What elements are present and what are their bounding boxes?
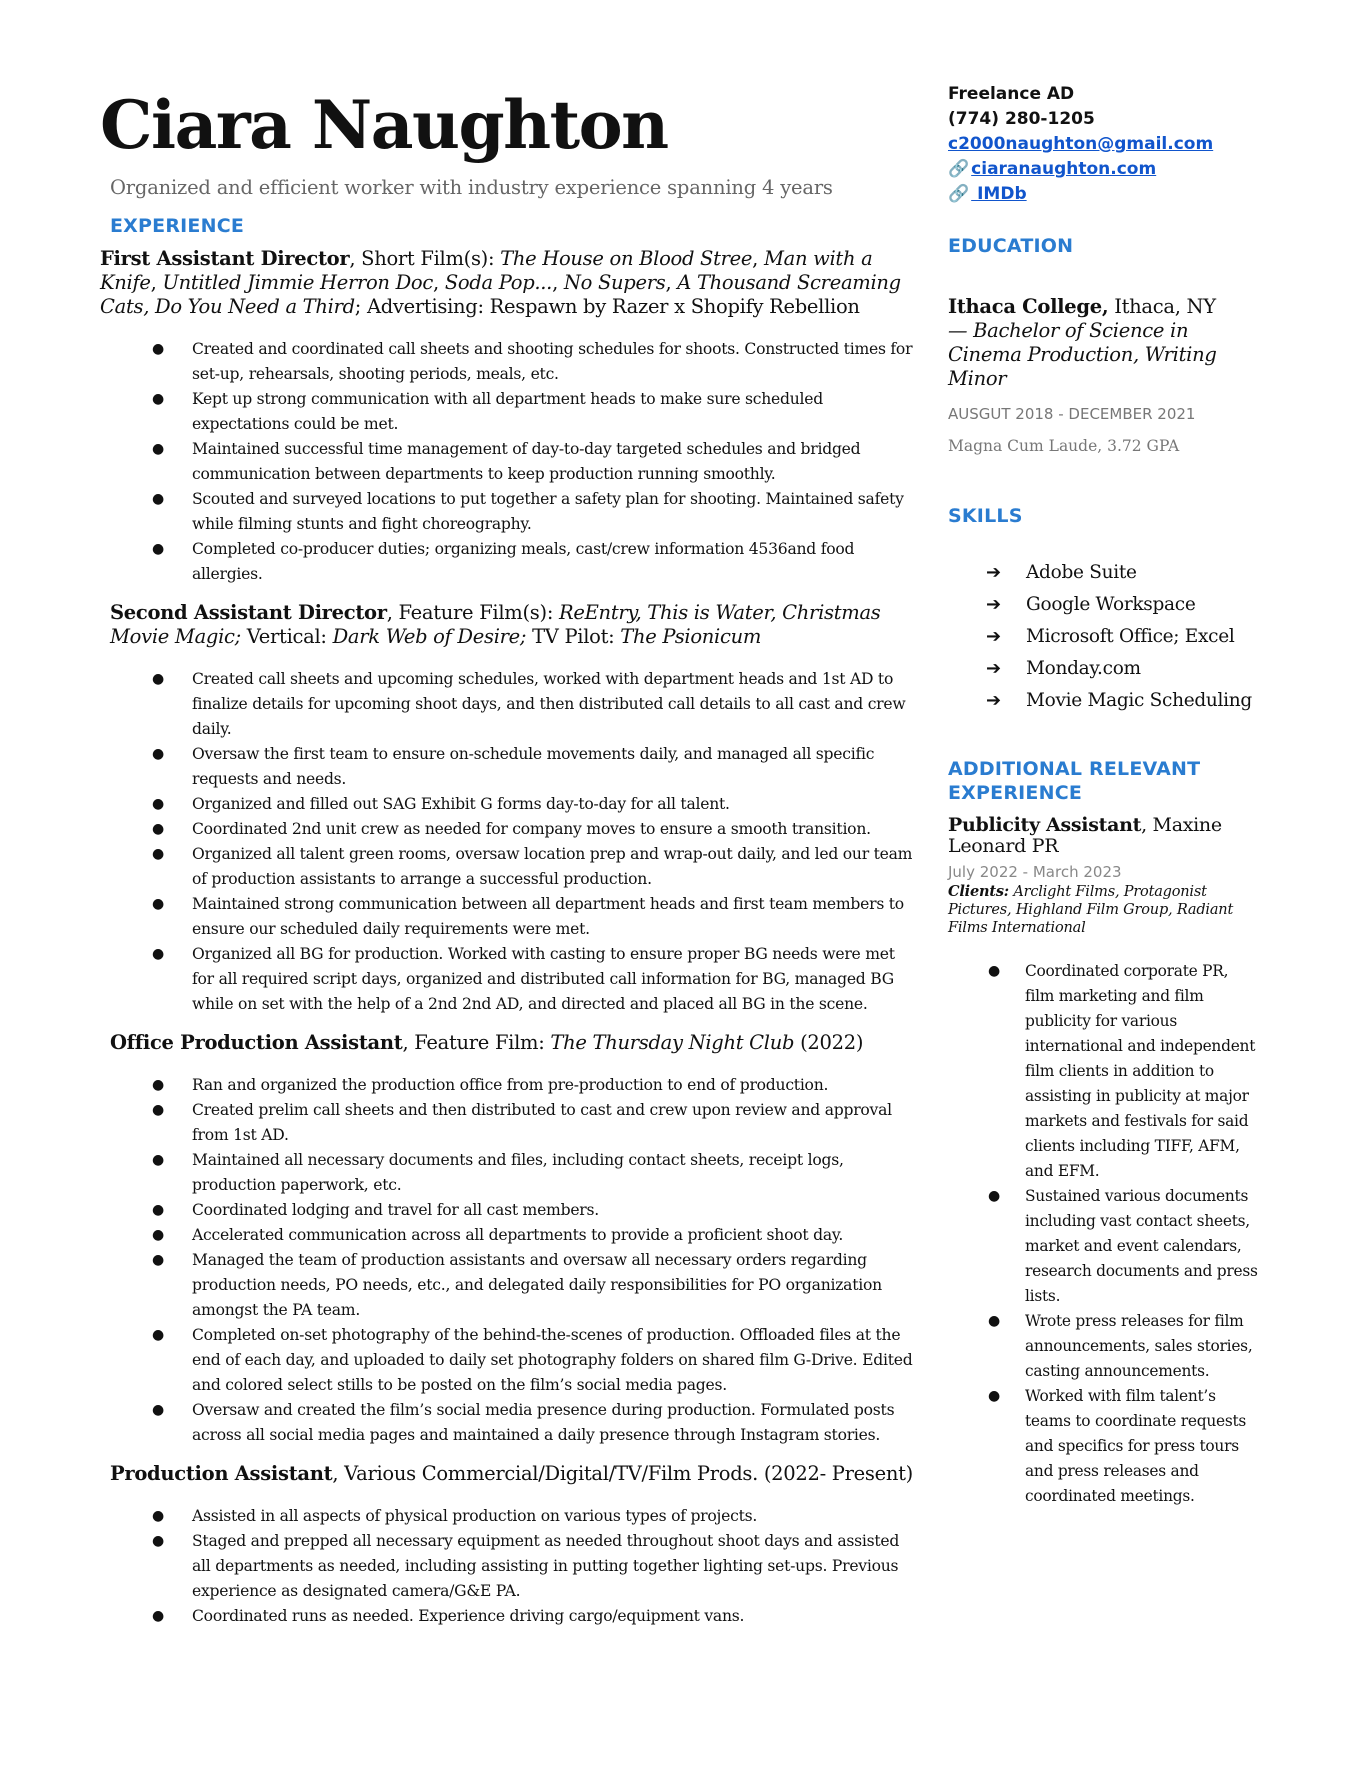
job-text: ,: [552, 271, 564, 294]
bullet-text: Ran and organized the production office from pre-production to end of production.: [192, 1076, 829, 1094]
bullet-text: Created prelim call sheets and then distributed to cast and crew upon review and approval from 1st AD.: [192, 1101, 892, 1144]
bullet-icon: ●: [152, 746, 164, 762]
bullet-text: Maintained successful time management of day-to-day targeted schedules and bridged communication between departments to keep production running smoothly.: [192, 440, 861, 483]
phone-number: (774) 280-1205: [948, 109, 1095, 129]
bullet-text: Coordinated corporate PR, film marketing and film publicity for various international and independent film clients in addition to assisting in publicity at major markets and festivals for said clients including TIFF, AFM, and EFM.: [1025, 962, 1256, 1180]
job-text: ,: [150, 271, 163, 294]
bullet-icon: ●: [152, 796, 164, 812]
arrow-icon: ➔: [986, 690, 1001, 711]
skill-label: Google Workspace: [1026, 594, 1196, 615]
arrow-icon: ➔: [986, 658, 1001, 679]
skill-item: [948, 685, 1258, 717]
education-entry: [948, 295, 1258, 391]
bullet-text: Worked with film talent’s teams to coordinate requests and specifics for press tours and press releases and coordinated meetings.: [1025, 1387, 1247, 1505]
list-item: [100, 892, 920, 942]
arrow-icon: ➔: [986, 626, 1001, 647]
bullet-text: Sustained various documents including vast contact sheets, market and event calendars, research documents and press lists.: [1025, 1187, 1258, 1305]
degree: — Bachelor of Science in Cinema Production, Writing Minor: [948, 319, 1217, 390]
bullet-text: Kept up strong communication with all department heads to make sure scheduled expectations could be met.: [192, 390, 824, 433]
job-text: Vertical:: [240, 625, 333, 648]
job-role: Production Assistant: [110, 1462, 333, 1485]
bullet-text: Managed the team of production assistants and oversaw all necessary orders regarding production needs, PO needs, etc., and delegated daily responsibilities for PO organization amongst the PA team.: [192, 1251, 882, 1319]
bullet-text: Completed co-producer duties; organizing meals, cast/crew information 4536and food allergies.: [192, 540, 855, 583]
role-label: Freelance AD: [948, 84, 1075, 104]
additional-clients: [948, 883, 1258, 937]
job-role: Office Production Assistant: [110, 1031, 403, 1054]
job-text: ,: [752, 247, 764, 270]
job-text: (2022): [794, 1031, 864, 1054]
list-item: [100, 817, 920, 842]
project-title: ReEntry, This is Water, Christmas Movie Magic;: [110, 601, 881, 648]
imdb-link[interactable]: IMDb: [971, 184, 1027, 204]
job-title-pa: [110, 1462, 920, 1486]
skill-label: Monday.com: [1026, 658, 1141, 679]
bullet-text: Coordinated runs as needed. Experience driving cargo/equipment vans.: [192, 1607, 745, 1625]
list-item: [100, 1073, 920, 1098]
list-item: [100, 1148, 920, 1198]
bullet-icon: ●: [152, 671, 164, 687]
bullet-icon: ●: [988, 1188, 1000, 1204]
skill-label: Movie Magic Scheduling: [1026, 690, 1252, 711]
list-item: [100, 1223, 920, 1248]
list-item: [100, 1323, 920, 1398]
bullet-icon: ●: [152, 391, 164, 407]
list-item: [100, 537, 920, 587]
bullet-icon: ●: [152, 896, 164, 912]
list-item: [100, 1098, 920, 1148]
sidebar-column: [948, 82, 1258, 1523]
project-title: Dark Web of Desire;: [332, 625, 527, 648]
bullet-text: Organized all BG for production. Worked with casting to ensure proper BG needs were met for all required script days, organized and distributed call information for BG, managed BG while on set with the help of a 2nd 2nd AD, and directed and placed all BG in the scene.: [192, 945, 895, 1013]
bullet-list-pa: [100, 1504, 920, 1629]
company-name: , Maxine Leonard PR: [948, 814, 1222, 857]
bullet-text: Organized all talent green rooms, oversaw location prep and wrap-out daily, and led our team of production assistants to arrange a successful production.: [192, 845, 913, 888]
bullet-icon: ●: [152, 1202, 164, 1218]
bullet-icon: ●: [152, 1102, 164, 1118]
bullet-icon: ●: [152, 1227, 164, 1243]
bullet-text: Accelerated communication across all departments to provide a proficient shoot day.: [192, 1226, 844, 1244]
list-item: [948, 1309, 1258, 1384]
bullet-icon: ●: [152, 821, 164, 837]
additional-experience-heading: ADDITIONAL RELEVANT EXPERIENCE: [948, 758, 1201, 804]
education-honors: Magna Cum Laude, 3.72 GPA: [948, 437, 1180, 455]
bullet-list-second-ad: [100, 667, 920, 1017]
bullet-icon: ●: [988, 1388, 1000, 1404]
bullet-icon: ●: [152, 1608, 164, 1624]
bullet-icon: ●: [152, 946, 164, 962]
bullet-icon: ●: [152, 1152, 164, 1168]
list-item: [100, 667, 920, 742]
list-item: [100, 387, 920, 437]
skill-item: [948, 557, 1258, 589]
bullet-text: Created call sheets and upcoming schedules, worked with department heads and 1st AD to finalize details for upcoming shoot days, and then distributed call details to all cast and crew daily.: [192, 670, 906, 738]
education-dates: AUSGUT 2018 - DECEMBER 2021: [948, 405, 1196, 423]
job-text: TV Pilot:: [526, 625, 621, 648]
job-text: ; Advertising: Respawn by Razer x Shopify Rebellion: [354, 295, 860, 318]
bullet-text: Maintained strong communication between all department heads and first team members to ensure our scheduled daily requirements were met.: [192, 895, 904, 938]
bullet-text: Coordinated lodging and travel for all cast members.: [192, 1201, 599, 1219]
project-title: The Thursday Night Club: [550, 1031, 795, 1054]
project-title: Soda Pop...: [444, 271, 553, 294]
bullet-icon: ●: [152, 341, 164, 357]
skill-item: [948, 589, 1258, 621]
additional-job-title: [948, 815, 1258, 857]
bullet-text: Staged and prepped all necessary equipment as needed throughout shoot days and assisted all departments as needed, including assisting in putting together lighting set-ups. Previous experience as designated camera/G&E PA.: [192, 1532, 900, 1600]
bullet-icon: ●: [152, 1252, 164, 1268]
skills-list: [948, 557, 1258, 717]
job-title-second-ad: [110, 601, 920, 649]
list-item: [100, 1248, 920, 1323]
main-column: [100, 82, 920, 1643]
bullet-text: Completed on-set photography of the behind-the-scenes of production. Offloaded files at the end of each day, and uploaded to daily set photography folders on shared film G-Drive. Edited and colored select stills to be posted on the film’s social media pages.: [192, 1326, 913, 1394]
clients-list: Arclight Films, Protagonist Pictures, Highland Film Group, Radiant Films International: [948, 884, 1234, 936]
skills-heading: SKILLS: [948, 505, 1023, 527]
bullet-icon: ●: [988, 963, 1000, 979]
bullet-icon: ●: [152, 1533, 164, 1549]
bullet-text: Organized and filled out SAG Exhibit G forms day-to-day for all talent.: [192, 795, 730, 813]
bullet-text: Scouted and surveyed locations to put together a safety plan for shooting. Maintained safety while filming stunts and fight choreography.: [192, 490, 904, 533]
list-item: [948, 1184, 1258, 1309]
bullet-text: Wrote press releases for film announcements, sales stories, casting announcements.: [1025, 1312, 1253, 1380]
link-icon: 🔗: [948, 159, 970, 179]
job-text: , Feature Film(s):: [386, 601, 559, 624]
list-item: [100, 1529, 920, 1604]
list-item: [100, 1398, 920, 1448]
project-title: A Thousand Screaming Cats, Do You Need a Third: [100, 271, 901, 318]
link-icon: 🔗: [948, 184, 970, 204]
contact-block: [948, 82, 1258, 207]
list-item: [100, 942, 920, 1017]
candidate-name: Ciara Naughton: [100, 86, 668, 164]
job-text: , Short Film(s):: [349, 247, 501, 270]
list-item: [100, 1504, 920, 1529]
project-title: Untitled Jimmie Herron Doc: [162, 271, 433, 294]
bullet-text: Assisted in all aspects of physical production on various types of projects.: [192, 1507, 758, 1525]
bullet-icon: ●: [152, 491, 164, 507]
bullet-icon: ●: [152, 1402, 164, 1418]
job-text: ,: [433, 271, 445, 294]
bullet-icon: ●: [988, 1313, 1000, 1329]
bullet-icon: ●: [152, 1508, 164, 1524]
job-title-office-pa: [110, 1031, 920, 1055]
bullet-icon: ●: [152, 541, 164, 557]
clients-label: Clients:: [948, 883, 1009, 900]
bullet-icon: ●: [152, 1077, 164, 1093]
bullet-text: Maintained all necessary documents and files, including contact sheets, receipt logs, production paperwork, etc.: [192, 1151, 844, 1194]
tagline: Organized and efficient worker with industry experience spanning 4 years: [110, 176, 833, 199]
list-item: [100, 487, 920, 537]
bullet-list-first-ad: [100, 337, 920, 587]
job-text: ,: [665, 271, 678, 294]
project-title: The Psionicum: [620, 625, 762, 648]
arrow-icon: ➔: [986, 594, 1001, 615]
job-role: Second Assistant Director: [110, 601, 387, 624]
list-item: [948, 959, 1258, 1184]
website-link[interactable]: ciaranaughton.com: [971, 159, 1157, 179]
job-text: , Feature Film:: [402, 1031, 551, 1054]
list-item: [100, 337, 920, 387]
bullet-text: Oversaw the first team to ensure on-schedule movements daily, and managed all specific requests and needs.: [192, 745, 875, 788]
job-text: , Various Commercial/Digital/TV/Film Prods. (2022- Present): [332, 1462, 913, 1485]
job-role: Publicity Assistant: [948, 814, 1142, 836]
project-title: The House on Blood Stree: [500, 247, 753, 270]
education-heading: EDUCATION: [948, 235, 1074, 257]
list-item: [100, 1604, 920, 1629]
list-item: [948, 1384, 1258, 1509]
school-name: Ithaca College,: [948, 295, 1109, 318]
job-title-first-ad: [100, 247, 920, 319]
skill-label: Microsoft Office; Excel: [1026, 626, 1235, 647]
bullet-list-publicity: [948, 959, 1258, 1509]
email-link[interactable]: c2000naughton@gmail.com: [948, 134, 1214, 154]
project-title: Man with a Knife: [100, 247, 873, 294]
skill-label: Adobe Suite: [1026, 562, 1137, 583]
bullet-icon: ●: [152, 441, 164, 457]
project-title: No Supers: [563, 271, 666, 294]
skill-item: [948, 621, 1258, 653]
list-item: [100, 792, 920, 817]
bullet-text: Coordinated 2nd unit crew as needed for company moves to ensure a smooth transition.: [192, 820, 871, 838]
experience-heading: EXPERIENCE: [110, 215, 245, 237]
list-item: [100, 1198, 920, 1223]
school-location: Ithaca, NY: [1108, 295, 1216, 318]
list-item: [100, 742, 920, 792]
list-item: [100, 842, 920, 892]
bullet-text: Created and coordinated call sheets and shooting schedules for shoots. Constructed times for set-up, rehearsals, shooting periods, meals, etc.: [192, 340, 913, 383]
skill-item: [948, 653, 1258, 685]
bullet-text: Oversaw and created the film’s social media presence during production. Formulated posts across all social media pages and maintained a daily presence through Instagram stories.: [192, 1401, 895, 1444]
job-role: First Assistant Director: [100, 247, 350, 270]
list-item: [100, 437, 920, 487]
additional-job-dates: July 2022 - March 2023: [948, 863, 1122, 881]
arrow-icon: ➔: [986, 562, 1001, 583]
bullet-list-office-pa: [100, 1073, 920, 1448]
bullet-icon: ●: [152, 1327, 164, 1343]
bullet-icon: ●: [152, 846, 164, 862]
